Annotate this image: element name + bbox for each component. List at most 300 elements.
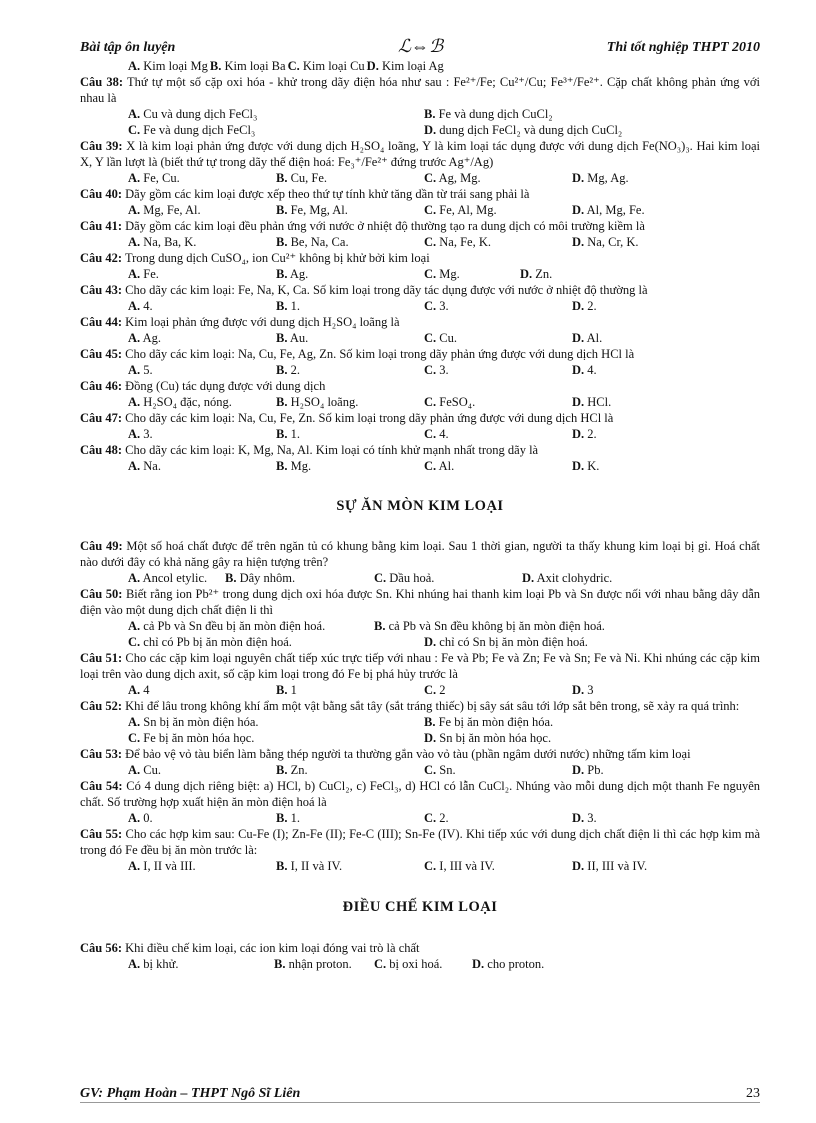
option-letter: A. [128,59,141,73]
option-letter: C. [128,635,141,649]
option-text: 2. [290,363,300,377]
option-letter: D. [572,171,585,185]
answer-options [80,170,760,186]
option-letter: D. [424,123,437,137]
option-letter: C. [128,731,141,745]
question-number: Câu 48: [80,443,123,457]
question-text [80,538,760,570]
option-text: 5. [143,363,153,377]
option-letter: B. [424,715,436,729]
option-text: Fe, Al, Mg. [439,203,497,217]
answer-options [80,730,760,746]
question-number: Câu 51: [80,651,123,665]
option-text: II, III và IV. [587,859,648,873]
answer-option[interactable] [572,426,597,442]
option-letter: D. [520,267,533,281]
option-letter: A. [128,203,141,217]
option-text: Fe và dung dịch FeCl₃ [143,123,256,137]
answer-option[interactable] [276,762,308,778]
option-letter: D. [572,859,585,873]
answer-option[interactable] [128,458,161,474]
option-letter: D. [366,59,379,73]
answer-options [80,858,760,874]
answer-options [80,714,760,730]
answer-option[interactable] [274,956,352,972]
answer-option[interactable] [128,426,153,442]
option-text: Axit clohydric. [536,571,613,585]
option-text: 4. [587,363,597,377]
option-letter: A. [128,571,141,585]
option-letter: C. [424,683,437,697]
question-text [80,746,760,762]
option-text: nhận proton. [288,957,352,971]
answer-option[interactable] [276,202,348,218]
option-letter: C. [424,267,437,281]
answer-option[interactable] [424,266,460,282]
option-text: 4. [439,427,449,441]
section-heading: ĐIỀU CHẾ KIM LOẠI [342,899,498,915]
option-text: 4 [143,683,150,697]
option-text: Fe, Mg, Al. [290,203,348,217]
answer-option[interactable] [276,298,300,314]
answer-options [80,394,760,410]
option-letter: D. [572,395,585,409]
option-letter: D. [424,635,437,649]
option-letter: D. [572,427,585,441]
question-text [80,346,760,362]
question-number: Câu 55: [80,827,123,841]
answer-option[interactable] [424,330,457,346]
answer-option[interactable] [424,714,553,730]
option-letter: B. [276,859,288,873]
answer-option[interactable] [572,762,604,778]
answer-option[interactable] [128,394,232,410]
answer-option[interactable] [128,59,208,73]
answer-option[interactable] [276,426,300,442]
option-letter: C. [424,203,437,217]
option-letter: A. [128,235,141,249]
answer-option[interactable] [128,266,159,282]
option-letter: C. [374,957,387,971]
answer-option[interactable] [276,170,327,186]
option-text: H₂SO₄ đặc, nóng. [143,395,232,409]
question-body: Cho dãy các kim loại: K, Mg, Na, Al. Kim loại có tính khử mạnh nhất trong dãy là [125,443,539,457]
option-text: 2. [587,427,597,441]
option-text: Na, Fe, K. [439,235,492,249]
answer-option[interactable] [128,298,153,314]
option-letter: A. [128,363,141,377]
answer-option[interactable] [128,106,257,122]
question-number: Câu 39: [80,139,123,153]
option-letter: B. [276,395,288,409]
option-text: Kim loại Cu [302,59,365,73]
answer-option[interactable] [128,730,254,746]
option-letter: A. [128,171,141,185]
question-text [80,218,760,234]
answer-option[interactable] [424,170,481,186]
option-letter: D. [572,299,585,313]
answer-options [80,58,760,74]
option-text: chỉ có Pb bị ăn mòn điện hoá. [143,635,292,649]
answer-option[interactable] [572,458,599,474]
option-text: Zn. [290,763,308,777]
question-number: Câu 46: [80,379,123,393]
option-text: Be, Na, Ca. [290,235,349,249]
answer-option[interactable] [424,106,553,122]
answer-option[interactable] [276,330,308,346]
answer-option[interactable] [424,394,475,410]
question-body: Cho dãy các kim loại: Fe, Na, K, Ca. Số kim loại trong dãy tác dụng được với nước ở nhiệt độ thường là [125,283,648,297]
question-body: X là kim loại phản ứng được với dung dịch H₂SO₄ loãng, Y là kim loại tác dụng được với dung dịch Fe(NO₃)₃. Hai kim loại X, Y lần lượt là (biết thứ tự trong dãy thế điện hoá: Fe₃⁺/Fe²⁺ đứng trước Ag⁺/Ag) [80,139,761,169]
answer-options [80,202,760,218]
question-text [80,650,760,682]
answer-option[interactable] [424,730,551,746]
answer-option[interactable] [128,362,153,378]
option-letter: A. [128,331,141,345]
option-letter: D. [572,331,585,345]
answer-option[interactable] [210,59,286,73]
option-letter: D. [572,763,585,777]
option-letter: D. [572,235,585,249]
answer-options [80,234,760,250]
answer-option[interactable] [572,362,597,378]
question-text [80,74,760,106]
option-text: Na, Ba, K. [143,235,197,249]
answer-options [80,106,760,122]
answer-option[interactable] [374,570,434,586]
option-letter: C. [424,859,437,873]
answer-option[interactable] [225,570,295,586]
option-text: Fe bị ăn mòn hóa học. [143,731,255,745]
answer-options [80,810,760,826]
answer-option[interactable] [128,122,255,138]
option-letter: C. [424,299,437,313]
answer-option[interactable] [424,362,449,378]
option-letter: B. [276,299,288,313]
answer-options [80,298,760,314]
answer-option[interactable] [276,362,300,378]
option-text: FeSO₄. [439,395,476,409]
option-text: Fe và dung dịch CuCl₂ [438,107,553,121]
answer-option[interactable] [572,810,597,826]
answer-option[interactable] [572,298,597,314]
option-text: 1 [290,683,297,697]
question-number: Câu 56: [80,941,123,955]
option-letter: D. [572,203,585,217]
question-text [80,282,760,298]
option-text: 3. [143,427,153,441]
answer-option[interactable] [424,858,495,874]
answer-options [80,330,760,346]
option-text: Fe, Cu. [143,171,180,185]
question-number: Câu 43: [80,283,123,297]
option-text: Zn. [535,267,553,281]
option-letter: D. [572,459,585,473]
option-text: K. [587,459,600,473]
question-text [80,186,760,202]
answer-option[interactable] [472,956,544,972]
option-text: 1. [290,811,300,825]
option-letter: A. [128,715,141,729]
question-list [80,58,760,972]
question-number: Câu 41: [80,219,123,233]
answer-option[interactable] [276,682,297,698]
page-number: 23 [746,1086,760,1101]
answer-option[interactable] [424,634,588,650]
answer-options [80,634,760,650]
answer-option[interactable] [424,298,449,314]
option-letter: A. [128,299,141,313]
option-text: Mg, Fe, Al. [143,203,201,217]
answer-options [80,570,760,586]
answer-option[interactable] [572,682,594,698]
answer-option[interactable] [424,122,622,138]
answer-option[interactable] [276,458,311,474]
option-letter: C. [374,571,387,585]
answer-option[interactable] [128,330,161,346]
answer-option[interactable] [424,682,446,698]
question-number: Câu 50: [80,587,123,601]
answer-option[interactable] [128,682,150,698]
option-text: 2 [439,683,446,697]
question-body: Để bảo vệ vỏ tàu biển làm bằng thép người ta thường gắn vào vỏ tàu (phần ngâm dưới nước) những tấm kim loại [125,747,691,761]
option-text: Ancol etylic. [142,571,208,585]
option-letter: C. [424,235,437,249]
question-body: Khi để lâu trong không khí ẩm một vật bằng sắt tây (sắt tráng thiếc) bị sây sát sâu tới lớp sắt bên trong, sẽ xảy ra quá trình: [125,699,740,713]
header-ornament: ℒ⇔ℬ [398,36,444,56]
question-number: Câu 38: [80,75,124,89]
question-number: Câu 42: [80,251,123,265]
question-body: Thứ tự một số cặp oxi hóa - khử trong dãy điện hóa như sau : Fe²⁺/Fe; Cu²⁺/Cu; Fe³⁺/Fe²⁺. Cặp chất không phản ứng với nhau là [80,75,760,105]
question-number: Câu 44: [80,315,123,329]
option-text: 4. [143,299,153,313]
option-letter: B. [424,107,436,121]
question-text [80,826,760,858]
option-text: I, II và III. [143,859,196,873]
answer-option[interactable] [128,618,325,634]
option-text: Cu và dung dịch FeCl₃ [143,107,258,121]
question-body: Cho dãy các kim loại: Na, Cu, Fe, Ag, Zn. Số kim loại trong dãy phản ứng được với dung dịch HCl là [125,347,635,361]
question-body: Khi điều chế kim loại, các ion kim loại đóng vai trò là chất [125,941,420,955]
option-text: Na, Cr, K. [587,235,639,249]
option-letter: C. [424,811,437,825]
answer-option[interactable] [424,458,454,474]
option-letter: B. [276,267,288,281]
header-right: Thi tốt nghiệp THPT 2010 [606,40,760,55]
answer-option[interactable] [572,330,602,346]
option-text: I, II và IV. [290,859,343,873]
question-text [80,586,760,618]
option-text: cả Pb và Sn đều không bị ăn mòn điện hoá. [388,619,605,633]
option-letter: B. [276,427,288,441]
option-letter: C. [424,427,437,441]
option-letter: B. [276,235,288,249]
option-text: 2. [439,811,449,825]
answer-options [80,122,760,138]
answer-option[interactable] [128,714,259,730]
option-text: chỉ có Sn bị ăn mòn điện hoá. [439,635,588,649]
option-letter: A. [128,683,141,697]
question-text [80,778,760,810]
option-text: bị khử. [143,957,179,971]
question-text [80,698,760,714]
option-text: Pb. [587,763,604,777]
answer-option[interactable] [128,570,207,586]
question-body: Đồng (Cu) tác dụng được với dung dịch [125,379,326,393]
question-body: Có 4 dung dịch riêng biệt: a) HCl, b) CuCl₂, c) FeCl₃, d) HCl có lẫn CuCl₂. Nhúng vào mỗi dung dịch một thanh Fe nguyên chất. Số trường hợp xuất hiện ăn mòn điện hoá là [80,779,760,809]
answer-option[interactable] [424,426,449,442]
option-text: HCl. [587,395,612,409]
answer-options [80,956,760,972]
answer-option[interactable] [276,234,349,250]
question-number: Câu 54: [80,779,123,793]
option-letter: A. [128,395,141,409]
question-text [80,940,760,956]
option-letter: A. [128,619,141,633]
option-text: Ag. [142,331,161,345]
option-text: 2. [587,299,597,313]
option-letter: B. [276,459,288,473]
option-letter: A. [128,107,141,121]
option-text: Cu. [143,763,161,777]
answer-option[interactable] [572,394,611,410]
option-letter: C. [424,331,437,345]
option-text: 3. [439,363,449,377]
answer-option[interactable] [572,202,645,218]
answer-option[interactable] [572,858,647,874]
option-text: Na. [143,459,161,473]
answer-option[interactable] [424,762,456,778]
option-text: Mg. [439,267,460,281]
question-body: Dãy gồm các kim loại đều phản ứng với nước ở nhiệt độ thường tạo ra dung dịch có môi trường kiềm là [125,219,645,233]
question-number: Câu 45: [80,347,123,361]
answer-option[interactable] [128,170,180,186]
question-text [80,314,760,330]
answer-option[interactable] [520,266,552,282]
answer-option[interactable] [424,202,497,218]
option-text: Al, Mg, Fe. [586,203,645,217]
option-letter: B. [276,811,288,825]
question-number: Câu 47: [80,411,123,425]
answer-option[interactable] [374,618,605,634]
option-letter: C. [424,459,437,473]
option-text: Dầu hoả. [389,571,435,585]
option-text: I, III và IV. [439,859,495,873]
option-letter: D. [472,957,485,971]
answer-options [80,266,760,282]
answer-option[interactable] [522,570,612,586]
option-letter: D. [522,571,535,585]
option-text: Sn bị ăn mòn hóa học. [439,731,552,745]
question-text [80,378,760,394]
answer-option[interactable] [276,266,308,282]
question-body: Trong dung dịch CuSO₄, ion Cu²⁺ không bị khử bởi kim loại [124,251,430,265]
option-letter: C. [424,763,437,777]
option-letter: D. [424,731,437,745]
option-text: Ag. [289,267,309,281]
option-letter: A. [128,427,141,441]
option-letter: D. [572,683,585,697]
answer-option[interactable] [128,762,161,778]
option-text: Au. [289,331,309,345]
answer-options [80,682,760,698]
footer-author: GV: Phạm Hoàn – THPT Ngô Sĩ Liên [80,1086,301,1101]
question-number: Câu 52: [80,699,123,713]
option-letter: B. [276,203,288,217]
option-text: 0. [143,811,153,825]
question-body: Kim loại phản ứng được với dung dịch H₂SO₄ loãng là [125,315,400,329]
option-letter: C. [424,363,437,377]
answer-option[interactable] [128,634,292,650]
option-letter: C. [128,123,141,137]
option-text: bị oxi hoá. [389,957,443,971]
question-text [80,138,760,170]
page-footer [80,1086,760,1106]
option-letter: D. [572,363,585,377]
answer-options [80,762,760,778]
option-text: 3. [439,299,449,313]
option-letter: A. [128,859,141,873]
option-letter: C. [424,395,437,409]
option-text: Fe. [143,267,159,281]
answer-option[interactable] [572,170,629,186]
option-text: Sn. [439,763,456,777]
answer-option[interactable] [424,810,449,826]
answer-option[interactable] [367,59,444,73]
option-letter: A. [128,459,141,473]
question-body: Dãy gồm các kim loại được xếp theo thứ tự tính khử tăng dần từ trái sang phải là [125,187,530,201]
answer-option[interactable] [276,394,358,410]
option-letter: B. [225,571,237,585]
answer-option[interactable] [128,956,179,972]
page-header [80,36,760,60]
answer-option[interactable] [572,234,639,250]
answer-option[interactable] [424,234,491,250]
option-text: Sn bị ăn mòn điện hóa. [143,715,259,729]
question-body: Cho các hợp kim sau: Cu-Fe (I); Zn-Fe (II); Fe-C (III); Sn-Fe (IV). Khi tiếp xúc với dung dịch chất điện li thì các hợp kim mà trong đó Fe đều bị ăn mòn trước là: [80,827,761,857]
option-letter: C. [287,59,300,73]
option-letter: B. [276,171,288,185]
option-text: Kim loại Mg [143,59,208,73]
option-letter: B. [209,59,222,73]
option-letter: D. [572,811,585,825]
question-body: Biết rằng ion Pb²⁺ trong dung dịch oxi hóa được Sn. Khi nhúng hai thanh kim loại Pb và Sn được nối với nhau bằng dây dẫn điện vào một dung dịch chất điện li thì [80,587,761,617]
option-letter: B. [276,363,288,377]
option-letter: B. [274,957,286,971]
answer-options [80,362,760,378]
answer-option[interactable] [276,810,300,826]
option-text: Dây nhôm. [239,571,296,585]
question-body: Cho các cặp kim loại nguyên chất tiếp xúc trực tiếp với nhau : Fe và Pb; Fe và Zn; Fe và Sn; Fe và Ni. Khi nhúng các cặp kim loại trên vào dung dịch axit, số cặp kim loại trong đó Fe bị phá hủy trước là [80,651,760,681]
answer-option[interactable] [128,858,196,874]
option-text: Al. [438,459,455,473]
answer-options [80,458,760,474]
option-letter: A. [128,811,141,825]
question-body: Cho dãy các kim loại: Na, Cu, Fe, Zn. Số kim loại trong dãy phản ứng được với dung dịch HCl là [125,411,614,425]
option-text: 3 [587,683,594,697]
answer-option[interactable] [288,59,365,73]
option-text: Mg. [290,459,312,473]
answer-option[interactable] [276,858,342,874]
option-letter: B. [276,331,288,345]
answer-option[interactable] [128,810,153,826]
answer-option[interactable] [128,202,201,218]
answer-option[interactable] [128,234,196,250]
option-letter: B. [276,683,288,697]
header-left: Bài tập ôn luyện [80,40,176,55]
option-text: Al. [586,331,603,345]
answer-option[interactable] [374,956,442,972]
